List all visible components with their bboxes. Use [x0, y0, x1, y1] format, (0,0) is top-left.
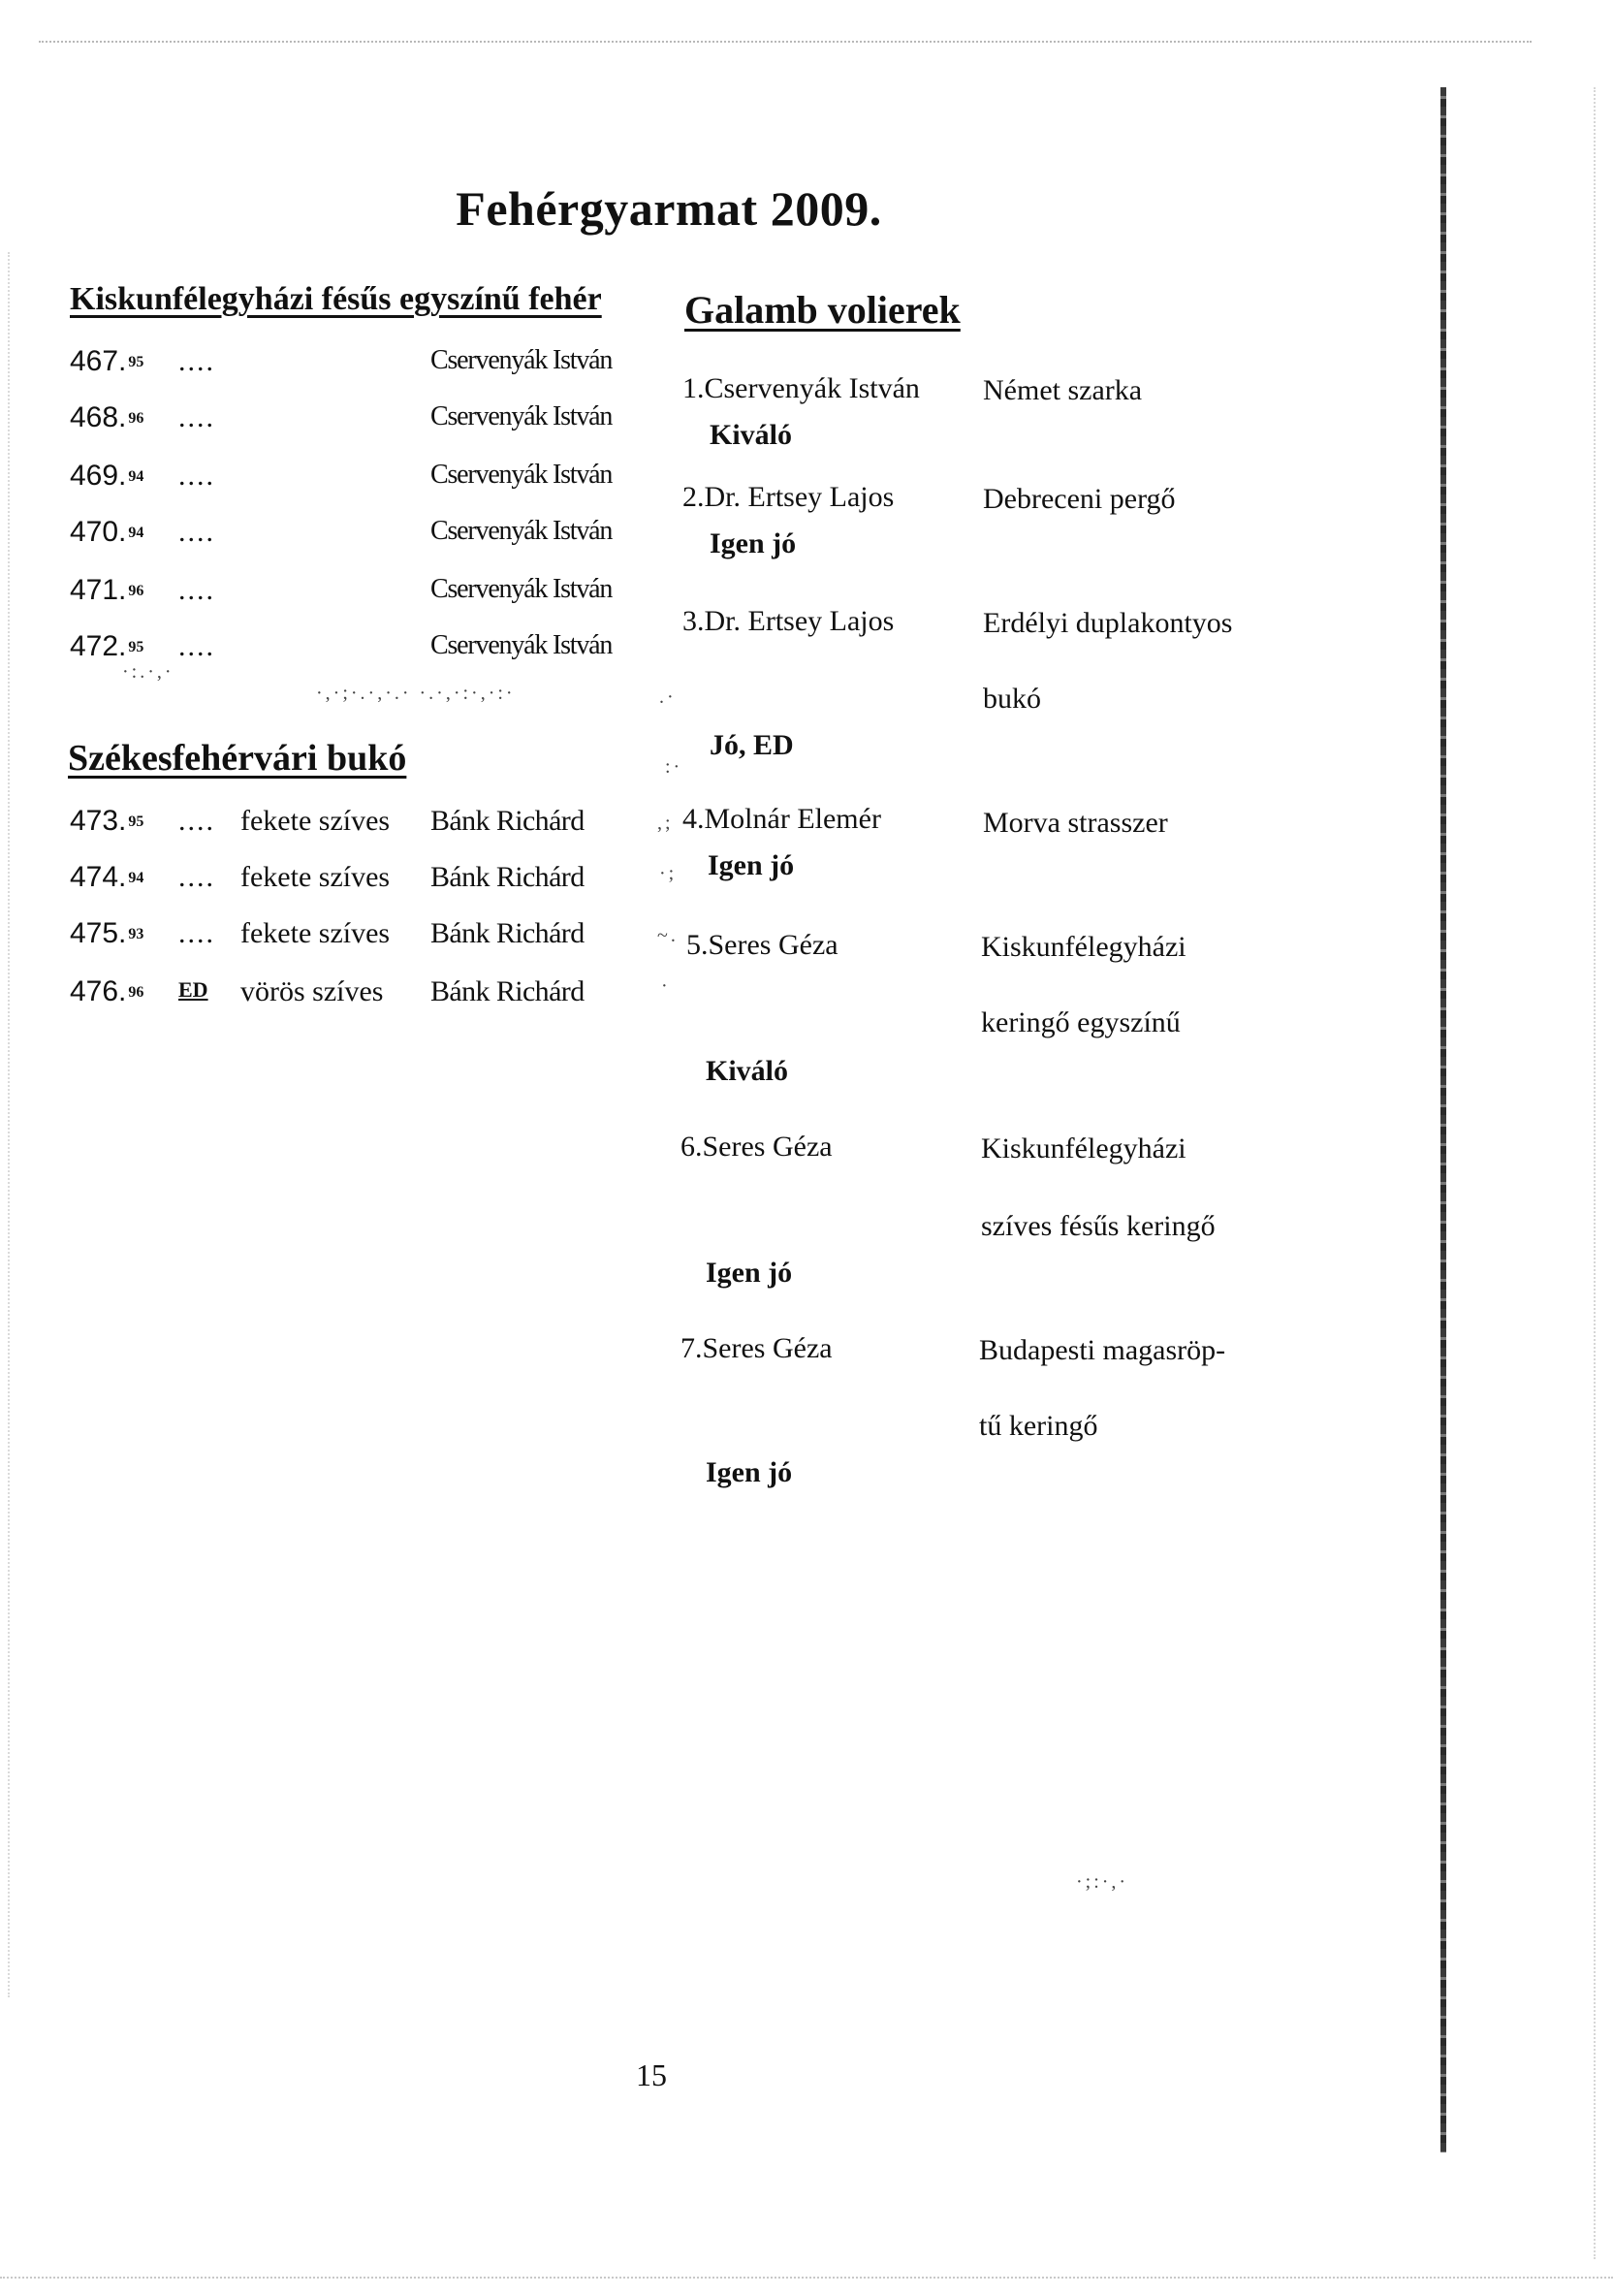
- entry-grade: Igen jó: [708, 849, 795, 881]
- page-number: 15: [636, 2057, 667, 2092]
- scan-speckle: ·:.·,·: [122, 661, 174, 683]
- entry-name: 3.Dr. Ertsey Lajos: [682, 605, 895, 637]
- ring-number: 468. $^{96}$: [70, 401, 144, 433]
- dots-leader: ....: [178, 460, 215, 492]
- owner-name: Cservenyák István: [430, 630, 613, 660]
- entry-grade: Kiváló: [710, 419, 793, 451]
- section-heading-kiskunfelegyhazi: Kiskunfélegyházi fésűs egyszínű fehér: [70, 281, 602, 317]
- owner-name: Cservenyák István: [430, 345, 613, 375]
- entry-grade: Igen jó: [706, 1257, 793, 1289]
- owner-name: Bánk Richárd: [430, 805, 585, 837]
- scan-speckle: ~.: [657, 925, 679, 946]
- scan-speckle: ·,·;·.·,·.· ·.·,·:·,·:·: [316, 683, 516, 704]
- scan-speckle: ,;: [657, 813, 674, 834]
- ring-number: 467. $^{95}$: [70, 345, 144, 377]
- ring-number: 470. $^{94}$: [70, 516, 144, 548]
- scan-speckle: .·: [659, 686, 677, 708]
- ring-number: 476. $^{96}$: [70, 975, 144, 1007]
- entry-breed: Kiskunfélegyházi: [981, 931, 1186, 963]
- color-marking: fekete szíves: [240, 861, 391, 893]
- entry-grade: Igen jó: [706, 1456, 793, 1488]
- ring-number: 469. $^{94}$: [70, 460, 144, 492]
- entry-breed: Morva strasszer: [983, 807, 1168, 839]
- color-marking: fekete szíves: [240, 917, 391, 949]
- owner-name: Cservenyák István: [430, 401, 613, 431]
- ring-number: 475. $^{93}$: [70, 917, 144, 949]
- dots-leader: ....: [178, 630, 215, 662]
- ring-number: 474. $^{94}$: [70, 861, 144, 893]
- dots-leader: ....: [178, 574, 215, 606]
- entry-name: 4.Molnár Elemér: [682, 803, 881, 835]
- scan-speckle: ·: [661, 975, 671, 997]
- entry-grade: Kiváló: [706, 1055, 789, 1087]
- ring-number: 471. $^{96}$: [70, 574, 144, 606]
- scan-speckle: ·;:·,·: [1076, 1871, 1129, 1893]
- scan-artifact-bottom-line: [0, 2277, 1613, 2279]
- owner-name: Cservenyák István: [430, 460, 613, 490]
- entry-breed: szíves fésűs keringő: [981, 1210, 1216, 1242]
- section-heading-galamb-volierek: Galamb volierek: [684, 288, 961, 332]
- dots-leader: ....: [178, 345, 215, 377]
- entry-name: 2.Dr. Ertsey Lajos: [682, 481, 895, 513]
- entry-breed: Erdélyi duplakontyos: [983, 607, 1233, 639]
- dots-leader: ....: [178, 861, 215, 893]
- ring-number: 473. $^{95}$: [70, 805, 144, 837]
- dots-leader: ....: [178, 805, 215, 837]
- entry-breed: Debreceni pergő: [983, 483, 1176, 515]
- entry-name: 1.Cservenyák István: [682, 372, 920, 404]
- entry-name: 5.Seres Géza: [686, 929, 838, 961]
- ring-number: 472. $^{95}$: [70, 630, 144, 662]
- entry-name: 7.Seres Géza: [680, 1332, 833, 1364]
- owner-name: Cservenyák István: [430, 574, 613, 604]
- owner-name: Cservenyák István: [430, 516, 613, 546]
- entry-breed: tű keringő: [979, 1410, 1098, 1442]
- dots-leader: ....: [178, 516, 215, 548]
- color-marking: fekete szíves: [240, 805, 391, 837]
- entry-breed: bukó: [983, 683, 1041, 715]
- entry-grade: Jó, ED: [710, 729, 794, 761]
- page-title: Fehérgyarmat 2009.: [456, 181, 882, 236]
- dots-leader: ....: [178, 917, 215, 949]
- entry-breed: keringő egyszínű: [981, 1006, 1181, 1038]
- scan-speckle: :·: [665, 756, 683, 778]
- scan-speckle: ·;: [659, 863, 678, 884]
- entry-breed: Kiskunfélegyházi: [981, 1132, 1186, 1164]
- owner-name: Bánk Richárd: [430, 917, 585, 949]
- owner-name: Bánk Richárd: [430, 975, 585, 1007]
- section-heading-szekesfehervari: Székesfehérvári bukó: [68, 738, 407, 779]
- owner-name: Bánk Richárd: [430, 861, 585, 893]
- color-marking: vörös szíves: [240, 975, 384, 1007]
- entry-name: 6.Seres Géza: [680, 1131, 833, 1163]
- entry-breed: Budapesti magasröp-: [979, 1334, 1226, 1366]
- grade-code: ED: [178, 977, 208, 1002]
- entry-grade: Igen jó: [710, 527, 797, 559]
- scan-artifact-left-edge: [8, 252, 10, 1997]
- dots-leader: ....: [178, 401, 215, 433]
- scan-artifact-right-edge: [1440, 87, 1446, 2152]
- entry-breed: Német szarka: [983, 374, 1143, 406]
- scan-artifact-far-right-edge: [1594, 87, 1596, 2259]
- scan-artifact-top-line: [39, 41, 1532, 43]
